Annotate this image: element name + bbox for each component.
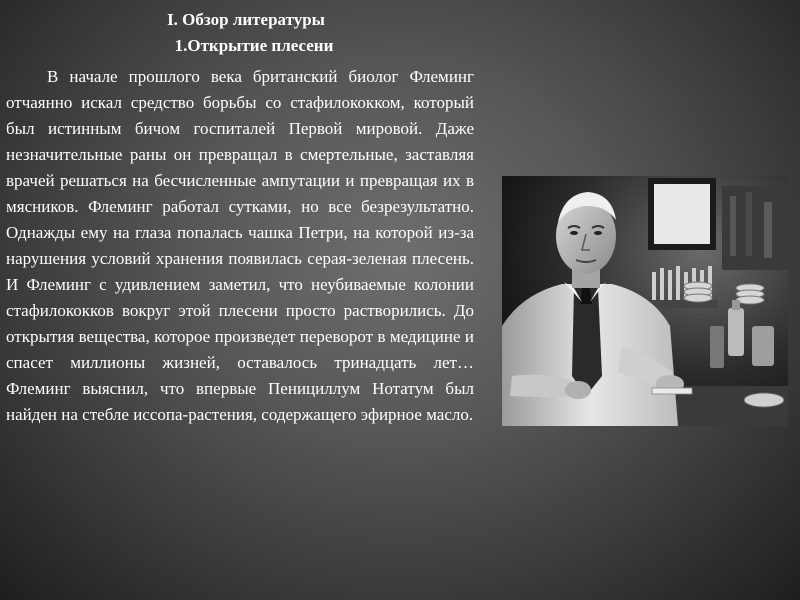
section-title: I. Обзор литературы <box>167 10 325 29</box>
body-paragraph: В начале прошлого века британский биолог Флеминг отчаянно искал средство борьбы со стафилококком, который был истинным бичом госпиталей Первой мировой. Даже незначительные раны он превращал в смертельные, заставляя врачей решаться на бесчисленные ампутации и превращая их в мясников. Флеминг работал сутками, но все безрезультатно. Однажды ему на глаза попалась чашка Петри, на которой из-за нарушения условий хранения появилась серая-зеленая плесень. И Флеминг с удивлением заметил, что неубиваемые колонии стафилококков вокруг этой плесени просто растворились. До открытия вещества, которое произведет переворот в медицине и спасет миллионы жизней, оставалось тринадцать лет… Флеминг выяснил, что впервые Пенициллум Нотатум был найден на стебле иссопа-растения, содержащего эфирное масло. <box>6 67 474 424</box>
scientist-photo <box>502 176 788 426</box>
subsection-title: 1.Открытие плесени <box>174 36 334 55</box>
